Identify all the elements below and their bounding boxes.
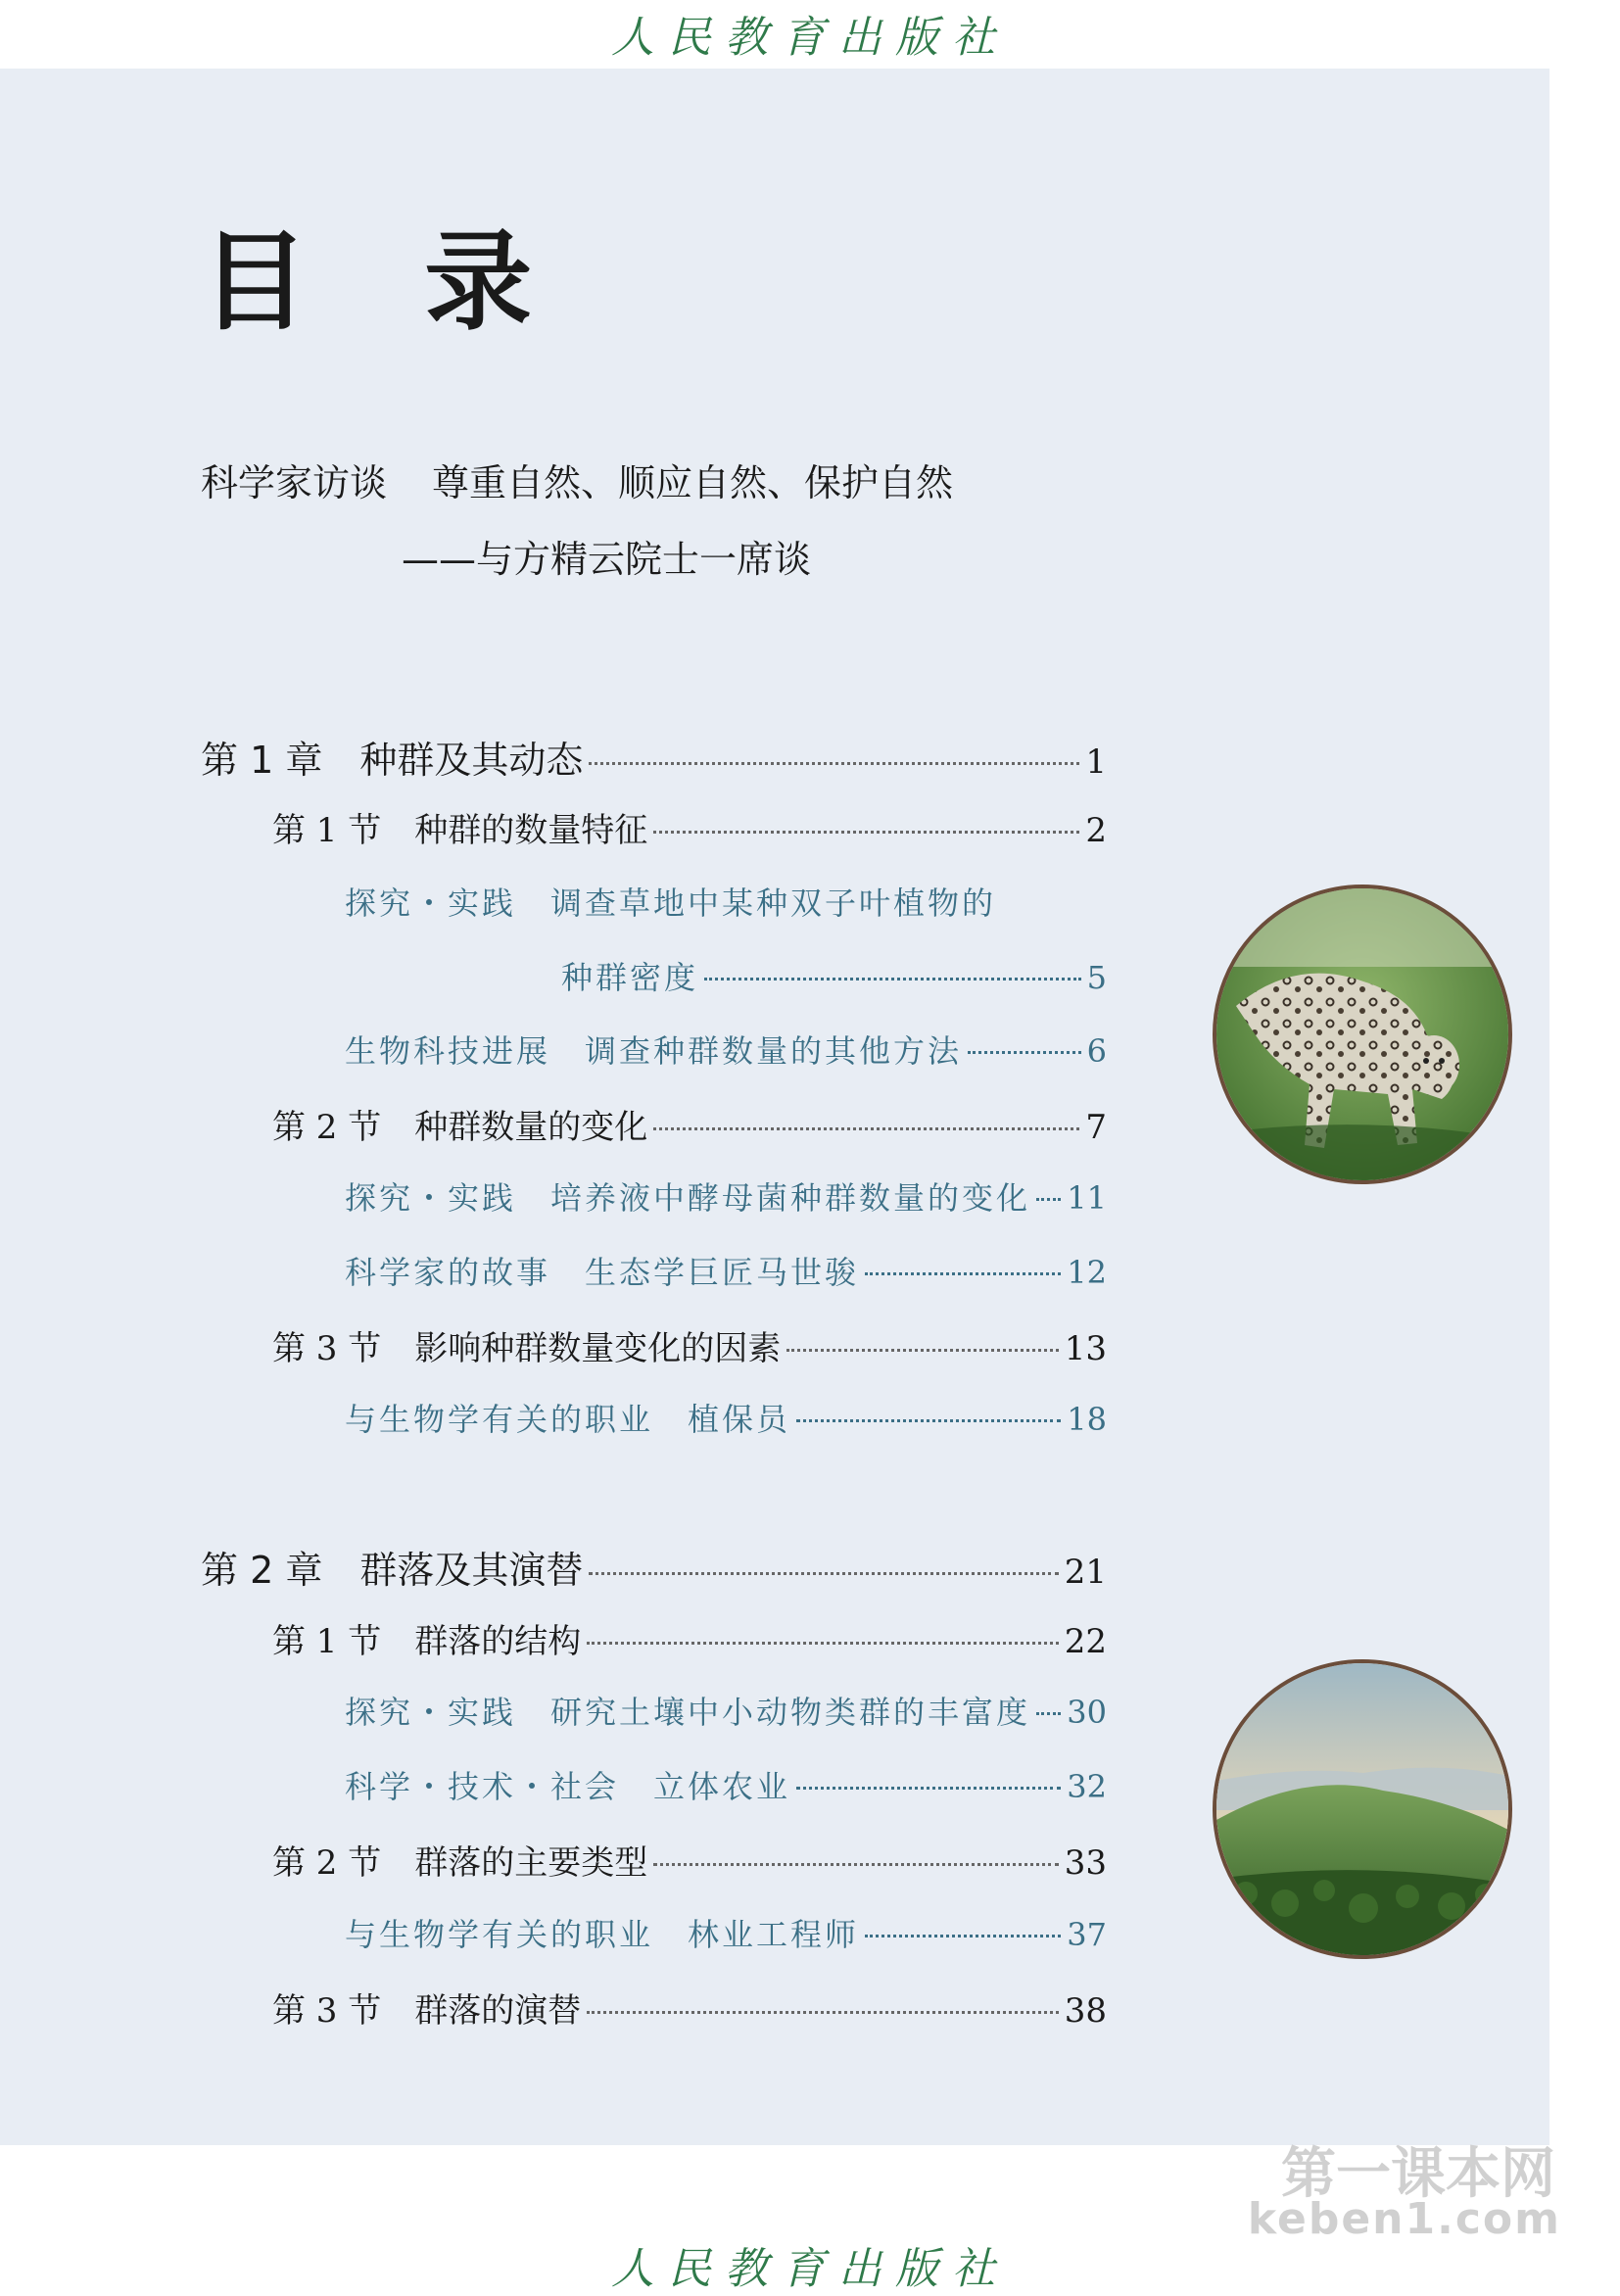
leader-dots <box>1036 1712 1061 1715</box>
page-number: 11 <box>1067 1179 1107 1217</box>
leader-dots <box>796 1787 1061 1790</box>
sub-entry-label: 探究・实践 培养液中酵母菌种群数量的变化 <box>345 1179 1031 1217</box>
leader-dots <box>589 762 1079 765</box>
toc-sub-entry[interactable] <box>345 1173 1107 1219</box>
toc-sub-entry[interactable] <box>345 1910 1107 1955</box>
page-number: 1 <box>1085 742 1107 782</box>
leader-dots <box>796 1419 1061 1422</box>
page-number: 2 <box>1085 811 1107 850</box>
publisher-logo-top: 人民教育出版社 <box>611 13 1009 63</box>
forest-landscape-photo <box>1213 1659 1512 1959</box>
toc-section[interactable] <box>272 1321 1107 1369</box>
sub-entry-label: 种群密度 <box>561 959 699 996</box>
page-number: 12 <box>1067 1254 1107 1291</box>
sub-entry-label: 与生物学有关的职业 植保员 <box>345 1401 791 1438</box>
page-number: 18 <box>1067 1401 1107 1438</box>
toc-section[interactable] <box>272 1614 1107 1662</box>
interview-label: 科学家访谈 <box>201 461 388 504</box>
leader-dots <box>968 1051 1081 1054</box>
page-number: 22 <box>1064 1622 1107 1661</box>
toc-sub-entry[interactable] <box>345 1762 1107 1807</box>
sub-entry-label: 科学・技术・社会 立体农业 <box>345 1768 791 1805</box>
section-label: 第 1 节 种群的数量特征 <box>272 811 648 850</box>
sub-entry-label: 探究・实践 调查草地中某种双子叶植物的 <box>345 885 997 922</box>
page-number: 7 <box>1085 1108 1107 1147</box>
toc-section[interactable] <box>272 803 1107 851</box>
page-number: 30 <box>1067 1694 1107 1731</box>
sub-entry-label: 与生物学有关的职业 林业工程师 <box>345 1916 860 1953</box>
toc-sub-entry[interactable] <box>345 1395 1107 1440</box>
chapter-label: 第 2 章 群落及其演替 <box>201 1549 584 1592</box>
toc-chapter-1[interactable] <box>201 730 1107 784</box>
toc-sub-entry[interactable] <box>345 879 996 924</box>
watermark-title: 第一课本网 <box>1281 2142 1555 2206</box>
leader-dots <box>865 1935 1061 1937</box>
interview-subtitle: ——与方精云院士一席谈 <box>402 538 812 581</box>
leader-dots <box>786 1349 1058 1352</box>
section-label: 第 1 节 群落的结构 <box>272 1622 582 1661</box>
page-number: 32 <box>1067 1768 1107 1805</box>
sub-entry-label: 科学家的故事 生态学巨匠马世骏 <box>345 1254 860 1291</box>
section-label: 第 2 节 群落的主要类型 <box>272 1843 648 1883</box>
leader-dots <box>653 1127 1079 1130</box>
leader-dots <box>589 1572 1058 1575</box>
leader-dots <box>1036 1198 1061 1201</box>
page-number: 33 <box>1064 1843 1107 1883</box>
toc-section[interactable] <box>272 1984 1107 2032</box>
page-number: 6 <box>1086 1032 1107 1070</box>
publisher-logo-bottom: 人民教育出版社 <box>611 2244 1009 2294</box>
page-number: 5 <box>1086 959 1107 996</box>
toc-sub-entry-cont[interactable] <box>561 953 1107 998</box>
page-number: 21 <box>1064 1553 1107 1592</box>
snow-leopard-photo <box>1213 885 1512 1184</box>
toc-sub-entry[interactable] <box>345 1248 1107 1293</box>
chapter-label: 第 1 章 种群及其动态 <box>201 739 584 782</box>
page-title: 目 录 <box>201 218 572 345</box>
page-number: 37 <box>1067 1916 1107 1953</box>
toc-sub-entry[interactable] <box>345 1027 1107 1072</box>
sub-entry-label: 生物科技进展 调查种群数量的其他方法 <box>345 1032 963 1070</box>
interview-entry[interactable] <box>201 453 953 506</box>
section-label: 第 3 节 群落的演替 <box>272 1991 582 2031</box>
leader-dots <box>653 831 1079 834</box>
toc-section[interactable] <box>272 1836 1107 1884</box>
leader-dots <box>704 978 1081 981</box>
toc-sub-entry[interactable] <box>345 1688 1107 1733</box>
leader-dots <box>587 1642 1058 1645</box>
toc-chapter-2[interactable] <box>201 1540 1107 1594</box>
leader-dots <box>653 1863 1058 1866</box>
page-number: 38 <box>1064 1991 1107 2031</box>
page-number: 13 <box>1064 1329 1107 1368</box>
watermark-url: keben1.com <box>1247 2194 1561 2244</box>
section-label: 第 3 节 影响种群数量变化的因素 <box>272 1329 782 1368</box>
leader-dots <box>865 1272 1061 1275</box>
sub-entry-label: 探究・实践 研究土壤中小动物类群的丰富度 <box>345 1694 1031 1731</box>
leader-dots <box>587 2011 1058 2014</box>
interview-title: 尊重自然、顺应自然、保护自然 <box>432 461 954 504</box>
toc-section[interactable] <box>272 1100 1107 1148</box>
section-label: 第 2 节 种群数量的变化 <box>272 1108 648 1147</box>
